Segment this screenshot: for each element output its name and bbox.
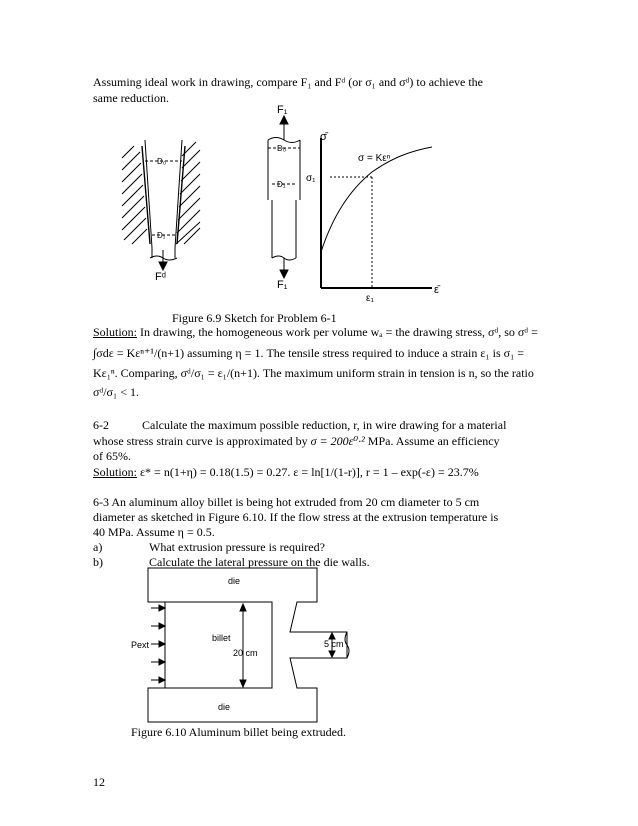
- problem63-a-label: a): [93, 540, 103, 554]
- fig610-pext: Pext: [131, 640, 150, 650]
- solution1-label: Solution:: [93, 325, 138, 339]
- problem63-line-3: 40 MPa. Assume η = 0.5.: [93, 525, 215, 539]
- problem62-number: 6-2: [93, 418, 109, 432]
- fig69-label-sigma-axis: σ̄: [320, 131, 327, 143]
- fig69-label-d0-left: D₀: [157, 157, 167, 166]
- problem63-b-label: b): [93, 555, 103, 569]
- fig610-die-top: die: [228, 576, 241, 586]
- fig69-label-curve: σ = Kεⁿ: [358, 153, 391, 164]
- problem62-formula: σ = 200ε⁰·²: [310, 434, 365, 448]
- solution1-line-2: ∫σdε = Kεⁿ⁺¹/(n+1) assuming η = 1. The tensile stress required to induce a strain ε₁ is σ₁ =: [93, 346, 525, 360]
- extrusion-die-sketch: [148, 568, 349, 722]
- fig69-caption: Figure 6.9 Sketch for Problem 6-1: [172, 311, 337, 325]
- fig610-billet: billet: [212, 633, 231, 643]
- fig69-label-sigma1: σ₁: [306, 173, 316, 184]
- problem62-line-2b: MPa. Assume an efficiency: [367, 434, 500, 448]
- fig69-label-d1-left: D₁: [157, 231, 166, 240]
- fig610-dia-20: 20 cm: [233, 648, 258, 658]
- problem62-line-2a: whose stress strain curve is approximated by: [93, 434, 308, 448]
- fig69-label-eps-axis: ε̄: [434, 284, 439, 296]
- intro-line-2: same reduction.: [93, 91, 169, 105]
- fig69-label-f1-top: F₁: [277, 104, 288, 116]
- problem63-a-text: What extrusion pressure is required?: [149, 540, 325, 554]
- intro-line-1: Assuming ideal work in drawing, compare F₁ and Fᵈ (or σ₁ and σᵈ) to achieve the: [93, 75, 484, 89]
- fig69-label-d0-mid: D₀: [277, 144, 287, 153]
- problem62-sol-text: ε* = n(1+η) = 0.18(1.5) = 0.27. ε = ln[1/(1-r)], r = 1 – exp(-ε) = 23.7%: [140, 465, 479, 479]
- solution1-text-1: In drawing, the homogeneous work per volume wₐ = the drawing stress, σᵈ, so σᵈ =: [140, 325, 538, 339]
- problem62-line-3: of 65%.: [93, 449, 131, 463]
- fig69-label-eps1: ε₁: [366, 293, 374, 304]
- problem63-b-text: Calculate the lateral pressure on the die walls.: [149, 555, 370, 569]
- problem63-line-2: diameter as sketched in Figure 6.10. If the flow stress at the extrusion temperature is: [93, 510, 499, 524]
- problem62-line-1: Calculate the maximum possible reduction, r, in wire drawing for a material: [142, 418, 507, 432]
- problem62-sol-label: Solution:: [93, 465, 138, 479]
- fig69-label-fd: Fᵈ: [155, 271, 166, 283]
- fig69-label-d1-mid: D₁: [277, 180, 286, 189]
- fig610-dia-5: 5 cm: [324, 639, 344, 649]
- solution1-line-3: Kε₁ⁿ. Comparing, σᵈ/σ₁ = ε₁/(n+1). The maximum uniform strain in tension is n, so the ratio: [93, 366, 534, 380]
- fig610-caption: Figure 6.10 Aluminum billet being extruded.: [131, 725, 346, 739]
- fig610-die-bottom: die: [218, 702, 231, 712]
- solution1-line-4: σᵈ/σ₁ < 1.: [93, 385, 139, 399]
- problem63-line-1: 6-3 An aluminum alloy billet is being hot extruded from 20 cm diameter to 5 cm: [93, 495, 480, 509]
- page-number: 12: [93, 775, 105, 789]
- fig69-label-f1-bottom: F₁: [277, 279, 288, 291]
